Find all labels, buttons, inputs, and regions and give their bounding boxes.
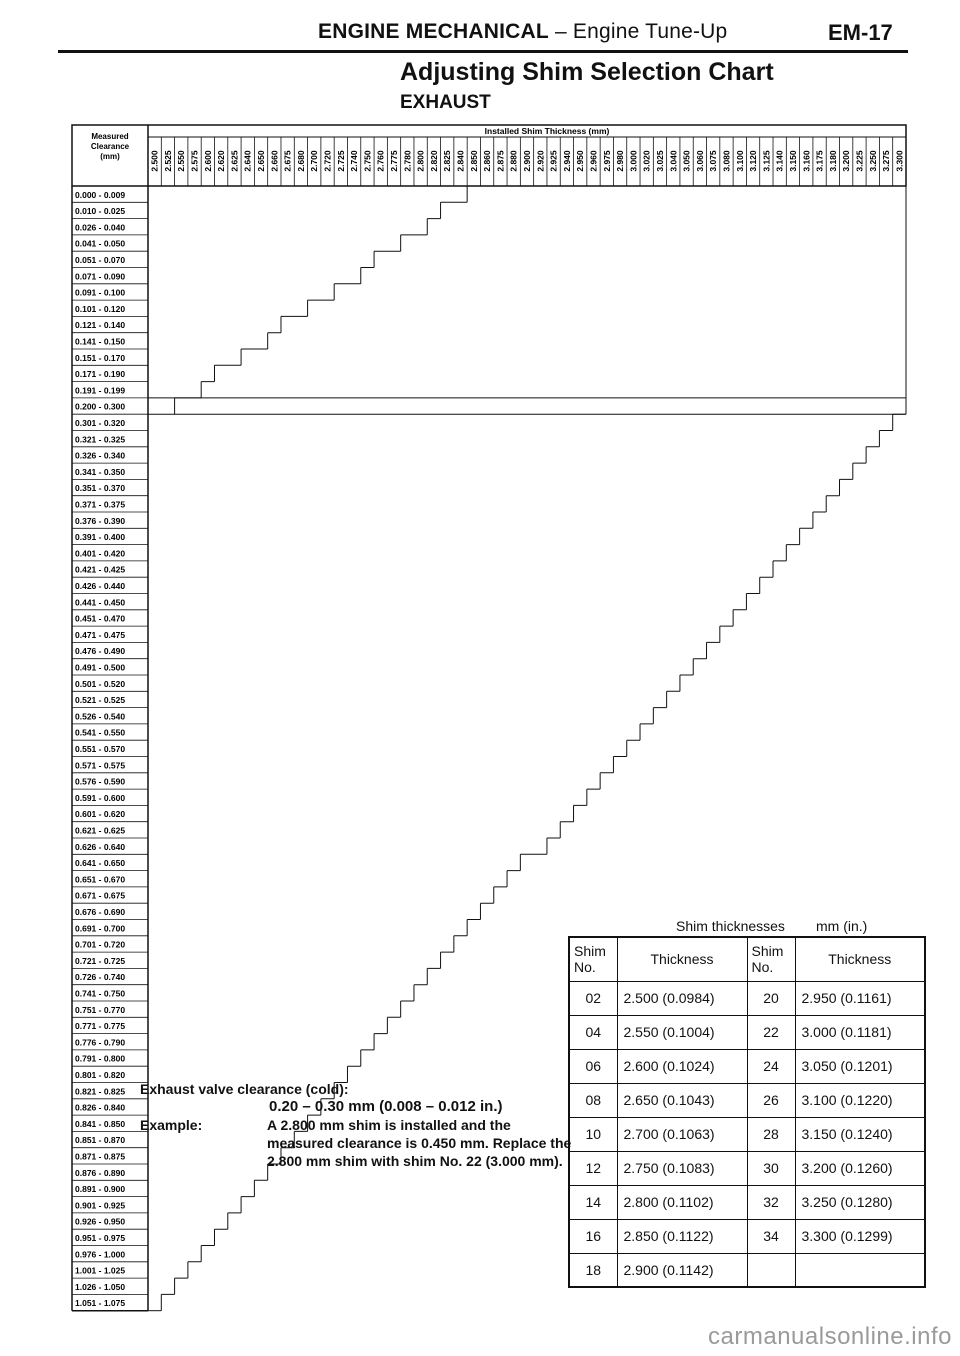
installed-thickness-label: 3.060 <box>694 150 705 172</box>
installed-thickness-label: 2.740 <box>349 150 360 172</box>
shim-no-cell: 20 <box>747 981 795 1015</box>
corner-label-line: Measured <box>91 132 129 141</box>
installed-thickness-label: 3.175 <box>814 150 825 172</box>
clearance-range-label: 0.751 - 0.770 <box>75 1004 126 1015</box>
clearance-range-label: 0.141 - 0.150 <box>75 336 126 347</box>
thickness-cell: 2.900 (0.1142) <box>617 1253 747 1287</box>
table-row <box>569 1185 925 1219</box>
clearance-note <box>140 1080 580 1170</box>
clearance-value: 0.20 – 0.30 mm (0.008 – 0.012 in.) <box>269 1098 503 1115</box>
installed-thickness-label: 3.100 <box>734 150 745 172</box>
clearance-range-label: 0.391 - 0.400 <box>75 532 126 543</box>
installed-thickness-label: 2.940 <box>561 150 572 172</box>
page-header <box>0 18 960 48</box>
table-row <box>569 1219 925 1253</box>
clearance-range-label: 0.676 - 0.690 <box>75 907 126 917</box>
title-separator: – <box>548 20 573 43</box>
installed-thickness-label: 3.050 <box>681 150 692 172</box>
thickness-cell: 2.500 (0.0984) <box>617 981 747 1015</box>
installed-thickness-label: 2.920 <box>535 150 546 172</box>
table-row <box>569 1083 925 1117</box>
clearance-range-label: 0.051 - 0.070 <box>75 255 126 265</box>
installed-thickness-label: 3.150 <box>787 150 798 172</box>
shim-no-cell: 34 <box>747 1219 795 1253</box>
installed-thickness-label: 2.525 <box>162 150 173 172</box>
example-label: Example: <box>140 1117 203 1133</box>
table-row <box>569 1049 925 1083</box>
installed-thickness-label: 2.660 <box>269 150 280 172</box>
watermark: carmanualsonline.info <box>708 1323 952 1350</box>
shim-no-cell: 14 <box>569 1185 617 1219</box>
shim-no-cell: 02 <box>569 981 617 1015</box>
clearance-range-label: 0.321 - 0.325 <box>75 434 126 445</box>
shim-no-cell <box>747 1253 795 1287</box>
installed-thickness-label: 2.725 <box>335 150 346 172</box>
thickness-cell: 2.600 (0.1024) <box>617 1049 747 1083</box>
installed-thickness-label: 2.600 <box>202 150 213 172</box>
clearance-range-label: 0.651 - 0.670 <box>75 874 126 885</box>
clearance-range-label: 0.326 - 0.340 <box>75 450 126 461</box>
corner-label-line: (mm) <box>100 152 120 161</box>
clearance-range-label: 0.976 - 1.000 <box>75 1249 126 1260</box>
installed-thickness-label: 2.875 <box>495 150 506 172</box>
installed-thickness-label: 3.000 <box>628 150 639 172</box>
thickness-cell: 3.250 (0.1280) <box>795 1185 925 1219</box>
clearance-range-label: 0.171 - 0.190 <box>75 369 126 380</box>
shim-no-cell: 26 <box>747 1083 795 1117</box>
clearance-range-label: 0.851 - 0.870 <box>75 1135 126 1146</box>
corner-label-line: Clearance <box>90 142 130 151</box>
shim-no-cell: 06 <box>569 1049 617 1083</box>
installed-thickness-label: 3.200 <box>841 150 852 172</box>
clearance-range-label: 0.191 - 0.199 <box>75 385 126 396</box>
thickness-cell: 2.700 (0.1063) <box>617 1117 747 1151</box>
example-text: A 2.800 mm shim is installed and the measured clearance is 0.450 mm. Replace the 2.800 mm shim with shim No. 22 (3.000 mm). <box>267 1117 572 1169</box>
clearance-range-label: 0.701 - 0.720 <box>75 939 126 950</box>
installed-thickness-label: 3.125 <box>761 150 772 172</box>
installed-thickness-label: 2.820 <box>428 150 439 172</box>
installed-thickness-label: 2.775 <box>389 150 400 172</box>
clearance-range-label: 1.051 - 1.075 <box>75 1298 126 1309</box>
thickness-cell: 3.300 (0.1299) <box>795 1219 925 1253</box>
installed-thickness-label: 2.980 <box>615 150 626 172</box>
clearance-range-label: 0.421 - 0.425 <box>75 564 126 575</box>
clearance-range-label: 0.821 - 0.825 <box>75 1086 126 1097</box>
shim-no-cell: 30 <box>747 1151 795 1185</box>
installed-thickness-label: 3.020 <box>641 150 652 172</box>
installed-thickness-label: 3.300 <box>894 150 905 172</box>
table-row <box>569 1253 925 1287</box>
clearance-range-label: 0.426 - 0.440 <box>75 581 126 591</box>
clearance-range-label: 0.576 - 0.590 <box>75 776 126 787</box>
thickness-cell: 2.800 (0.1102) <box>617 1185 747 1219</box>
clearance-range-label: 0.151 - 0.170 <box>75 352 126 363</box>
clearance-range-label: 0.601 - 0.620 <box>75 809 126 820</box>
subsection-name: Engine Tune-Up <box>572 20 728 43</box>
clearance-range-label: 0.471 - 0.475 <box>75 629 126 640</box>
clearance-range-label: 0.826 - 0.840 <box>75 1102 126 1113</box>
shim-no-cell: 10 <box>569 1117 617 1151</box>
installed-thickness-label: 3.120 <box>748 150 759 172</box>
thickness-cell: 3.000 (0.1181) <box>795 1015 925 1049</box>
installed-thickness-label: 2.500 <box>149 150 160 172</box>
clearance-range-label: 0.721 - 0.725 <box>75 955 126 966</box>
page-number: EM-17 <box>828 20 893 45</box>
thickness-cell <box>795 1253 925 1287</box>
clearance-range-label: 1.026 - 1.050 <box>75 1281 126 1292</box>
clearance-range-label: 0.341 - 0.350 <box>75 466 126 477</box>
clearance-range-label: 0.726 - 0.740 <box>75 972 126 983</box>
clearance-range-label: 0.451 - 0.470 <box>75 613 126 624</box>
shim-no-cell: 12 <box>569 1151 617 1185</box>
clearance-range-label: 0.101 - 0.120 <box>75 303 126 314</box>
clearance-range-label: 0.951 - 0.975 <box>75 1233 126 1243</box>
installed-thickness-label: 2.825 <box>442 150 453 172</box>
clearance-range-label: 0.071 - 0.090 <box>75 271 126 282</box>
thickness-cell: 3.200 (0.1260) <box>795 1151 925 1185</box>
clearance-range-label: 0.841 - 0.850 <box>75 1118 126 1129</box>
shim-no-cell: 08 <box>569 1083 617 1117</box>
clearance-range-label: 0.521 - 0.525 <box>75 695 126 706</box>
installed-thickness-label: 2.860 <box>482 150 493 172</box>
clearance-range-label: 1.001 - 1.025 <box>75 1265 126 1276</box>
installed-thickness-label: 2.680 <box>295 150 306 172</box>
clearance-range-label: 0.351 - 0.370 <box>75 483 126 494</box>
installed-thickness-label: 2.925 <box>548 150 559 172</box>
installed-thickness-label: 3.275 <box>881 150 892 172</box>
table-row <box>569 1015 925 1049</box>
installed-thickness-label: 3.250 <box>867 150 878 172</box>
installed-thickness-label: 2.950 <box>575 150 586 172</box>
clearance-range-label: 0.491 - 0.500 <box>75 662 126 673</box>
installed-thickness-label: 3.160 <box>801 150 812 172</box>
thickness-cell: 3.050 (0.1201) <box>795 1049 925 1083</box>
clearance-range-label: 0.010 - 0.025 <box>75 206 126 217</box>
caption-unit: mm (in.) <box>816 918 868 934</box>
installed-thickness-label: 3.080 <box>721 150 732 172</box>
clearance-range-label: 0.121 - 0.140 <box>75 320 126 331</box>
thickness-cell: 2.750 (0.1083) <box>617 1151 747 1185</box>
table-header-row <box>569 937 925 981</box>
header-thickness-2: Thickness <box>795 937 925 981</box>
header-shim-no: Shim No. <box>569 937 617 981</box>
installed-thickness-label: 2.575 <box>189 150 200 172</box>
clearance-range-label: 0.771 - 0.775 <box>75 1021 126 1032</box>
thickness-cell: 2.550 (0.1004) <box>617 1015 747 1049</box>
clearance-range-label: 0.776 - 0.790 <box>75 1037 126 1048</box>
clearance-range-label: 0.871 - 0.875 <box>75 1151 126 1162</box>
clearance-range-label: 0.551 - 0.570 <box>75 744 126 754</box>
installed-thickness-label: 3.025 <box>654 150 665 172</box>
clearance-range-label: 0.200 - 0.300 <box>75 401 126 412</box>
clearance-range-label: 0.501 - 0.520 <box>75 678 126 689</box>
thickness-cell: 3.100 (0.1220) <box>795 1083 925 1117</box>
header-shim-no-2: Shim No. <box>747 937 795 981</box>
installed-thickness-label: 2.975 <box>601 150 612 172</box>
shim-no-cell: 04 <box>569 1015 617 1049</box>
chart-title: Adjusting Shim Selection Chart <box>400 58 774 86</box>
clearance-range-label: 0.891 - 0.900 <box>75 1184 126 1195</box>
shim-no-cell: 18 <box>569 1253 617 1287</box>
clearance-range-label: 0.000 - 0.009 <box>75 189 126 200</box>
clearance-range-label: 0.476 - 0.490 <box>75 646 126 657</box>
clearance-range-label: 0.041 - 0.050 <box>75 238 126 249</box>
clearance-range-label: 0.591 - 0.600 <box>75 792 126 803</box>
caption-text: Shim thicknesses <box>676 918 785 934</box>
clearance-range-label: 0.571 - 0.575 <box>75 760 126 771</box>
installed-thickness-label: 2.625 <box>229 150 240 172</box>
clearance-range-label: 0.301 - 0.320 <box>75 418 126 428</box>
installed-thickness-label: 3.180 <box>827 150 838 172</box>
installed-thickness-label: 3.140 <box>774 150 785 172</box>
shim-thickness-table <box>568 936 926 1288</box>
shim-no-cell: 16 <box>569 1219 617 1253</box>
clearance-range-label: 0.801 - 0.820 <box>75 1070 126 1080</box>
clearance-title: Exhaust valve clearance (cold): <box>140 1081 349 1097</box>
chart-subtitle: EXHAUST <box>400 92 491 113</box>
clearance-range-label: 0.026 - 0.040 <box>75 222 126 233</box>
installed-thickness-label: 2.960 <box>588 150 599 172</box>
shim-no-cell: 28 <box>747 1117 795 1151</box>
installed-thickness-label: 2.900 <box>522 150 532 172</box>
installed-thickness-label: 3.075 <box>708 150 719 172</box>
clearance-range-label: 0.401 - 0.420 <box>75 548 126 559</box>
clearance-range-label: 0.441 - 0.450 <box>75 597 126 608</box>
installed-thickness-label: 2.760 <box>375 150 386 172</box>
clearance-range-label: 0.541 - 0.550 <box>75 727 126 738</box>
installed-thickness-label: 2.675 <box>282 150 293 172</box>
clearance-range-label: 0.626 - 0.640 <box>75 841 126 852</box>
thickness-cell: 2.850 (0.1122) <box>617 1219 747 1253</box>
table-row <box>569 1151 925 1185</box>
clearance-range-label: 0.376 - 0.390 <box>75 515 126 526</box>
clearance-range-label: 0.091 - 0.100 <box>75 287 126 298</box>
shim-no-cell: 22 <box>747 1015 795 1049</box>
installed-thickness-label: 2.800 <box>415 150 426 172</box>
clearance-range-label: 0.621 - 0.625 <box>75 825 126 836</box>
shim-no-cell: 32 <box>747 1185 795 1219</box>
thickness-table-body <box>569 981 925 1287</box>
clearance-range-label: 0.641 - 0.650 <box>75 858 126 869</box>
thickness-caption <box>676 918 868 934</box>
header-rule <box>58 50 908 53</box>
header-thickness: Thickness <box>617 937 747 981</box>
section-name: ENGINE MECHANICAL <box>318 20 549 43</box>
installed-thickness-label: 2.640 <box>242 150 253 172</box>
thickness-cell: 2.950 (0.1161) <box>795 981 925 1015</box>
installed-thickness-label: 2.650 <box>256 150 267 172</box>
installed-thickness-label: 2.880 <box>508 150 519 172</box>
section-title <box>318 20 727 44</box>
installed-thickness-label: 2.850 <box>468 150 479 172</box>
table-row <box>569 1117 925 1151</box>
installed-shim-label: Installed Shim Thickness (mm) <box>484 126 610 136</box>
table-row <box>569 981 925 1015</box>
installed-thickness-label: 2.550 <box>176 150 187 172</box>
chart-header-frame <box>72 125 906 186</box>
clearance-range-label: 0.691 - 0.700 <box>75 923 126 934</box>
installed-thickness-label: 3.040 <box>668 150 679 172</box>
installed-thickness-label: 2.780 <box>402 150 413 172</box>
installed-thickness-label: 3.225 <box>854 150 865 172</box>
installed-thickness-label: 2.720 <box>322 150 333 172</box>
clearance-range-label: 0.526 - 0.540 <box>75 711 126 722</box>
thickness-cell: 2.650 (0.1043) <box>617 1083 747 1117</box>
shim-no-cell: 24 <box>747 1049 795 1083</box>
installed-thickness-label: 2.840 <box>455 150 466 172</box>
example-row <box>140 1116 580 1170</box>
installed-thickness-label: 2.620 <box>216 150 227 172</box>
thickness-cell: 3.150 (0.1240) <box>795 1117 925 1151</box>
clearance-range-label: 0.371 - 0.375 <box>75 499 126 510</box>
clearance-range-label: 0.741 - 0.750 <box>75 988 126 999</box>
clearance-range-label: 0.876 - 0.890 <box>75 1167 126 1178</box>
clearance-range-label: 0.926 - 0.950 <box>75 1216 126 1227</box>
clearance-range-label: 0.671 - 0.675 <box>75 890 126 901</box>
clearance-range-label: 0.791 - 0.800 <box>75 1053 126 1064</box>
clearance-range-label: 0.901 - 0.925 <box>75 1200 126 1211</box>
installed-thickness-label: 2.750 <box>362 150 373 172</box>
installed-thickness-label: 2.700 <box>309 150 320 172</box>
